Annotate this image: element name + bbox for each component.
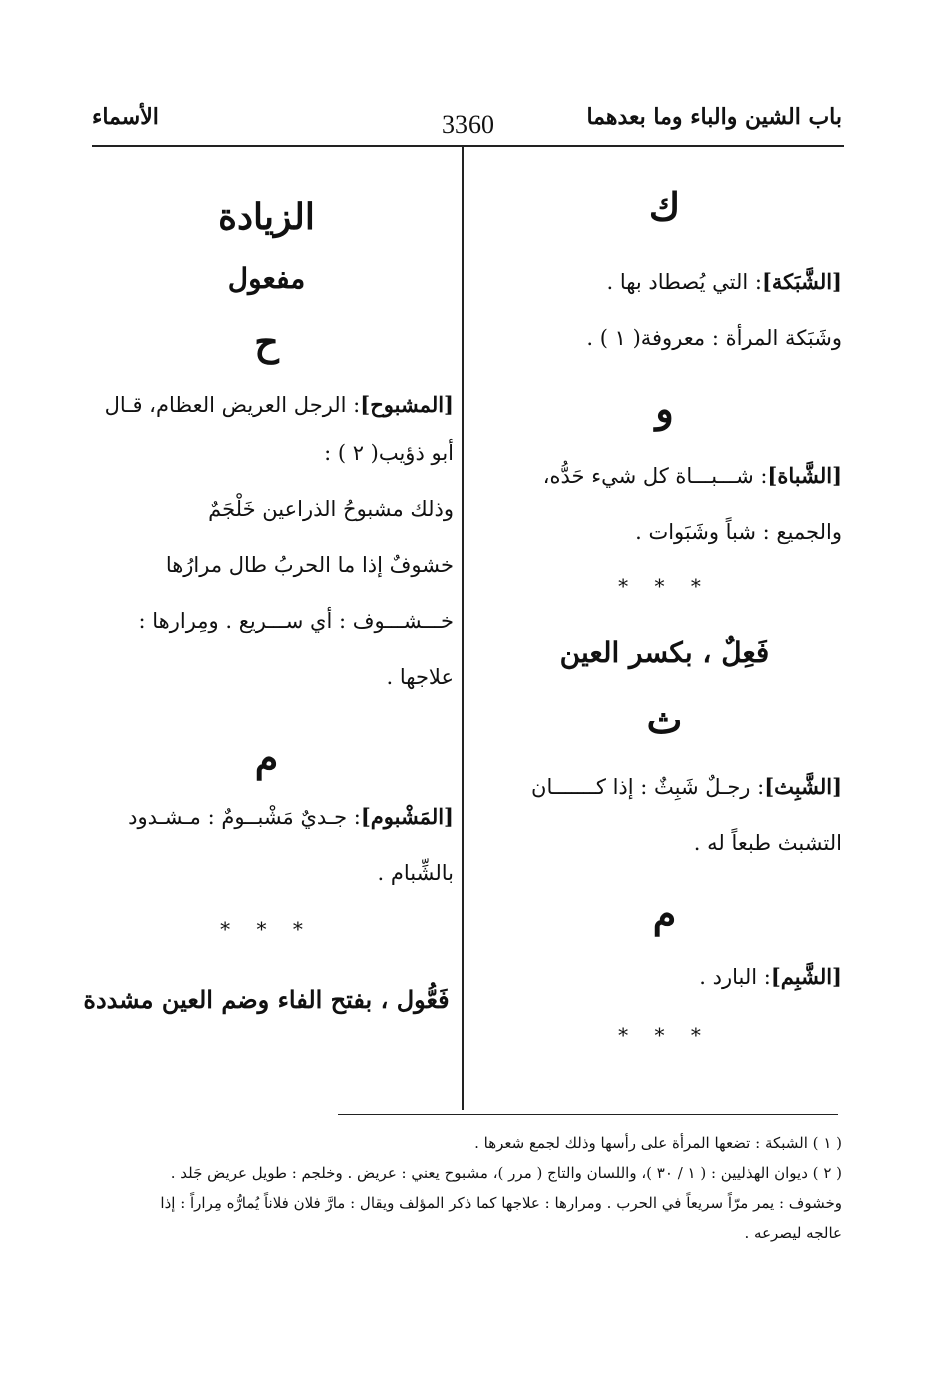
heading-fail: فَعِلٌ ، بكسر العين bbox=[559, 636, 770, 669]
letter-kaf: ك bbox=[648, 184, 681, 229]
entry-mashbum-cont: بالشِّبام . bbox=[377, 861, 454, 885]
entry-term: [الشَّبِم] bbox=[770, 964, 842, 989]
poem-verse-1: وذلك مشبوحُ الذراعين خَلْجَمٌ bbox=[208, 497, 454, 521]
entry-term: [المشبوح] bbox=[360, 392, 454, 417]
footnote-rule bbox=[338, 1114, 838, 1115]
letter-mim: م bbox=[254, 735, 279, 780]
entry-definition: : البارد . bbox=[699, 965, 771, 989]
footnote-2: ( ٢ ) ديوان الهذليين : ( ١ / ٣٠ )، واللسان والتاج ( مرر )، مشبوح يعني : عريض . وخلجم : طويل عريض جَلد . bbox=[170, 1164, 842, 1182]
entry-mashbuh-cont: أبو ذؤيب( ٢ ) : bbox=[324, 441, 454, 465]
entry-definition: : الرجل العريض العظام، قـال bbox=[104, 393, 361, 417]
entry-shabaka-marah: وشَبَكة المرأة : معروفة( ١ ) . bbox=[586, 326, 842, 350]
entry-definition: : جـديٌ مَشْبــومٌ : مـشـدود bbox=[128, 805, 361, 829]
footnote-1: ( ١ ) الشبكة : تضعها المرأة على رأسها وذلك لجمع شعرها . bbox=[474, 1134, 842, 1152]
header-rule bbox=[92, 145, 844, 147]
left-column bbox=[79, 168, 454, 1014]
separator-stars: * * * bbox=[220, 917, 313, 941]
heading-fauul: فَعُّول ، بفتح الفاء وضم العين مشددة bbox=[83, 985, 450, 1014]
footnote-2-cont: وخشوف : يمر مرّاً سريعاً في الحرب . ومرارها : علاجها كما ذكر المؤلف ويقال : مارَّ فلان فلاناً يُمارُّه مِراراً : إذا bbox=[160, 1194, 842, 1212]
entry-shabat-cont: والجميع : شباً وشَبَوات . bbox=[635, 520, 842, 544]
entry-khashuf-cont: علاجها . bbox=[386, 665, 454, 689]
section-heading-ziyada: الزيادة bbox=[218, 196, 315, 238]
entry-definition: : التي يُصطاد بها . bbox=[606, 270, 762, 294]
separator-stars: * * * bbox=[618, 1023, 711, 1047]
right-column bbox=[487, 168, 842, 1047]
entry-shabith-cont: التشبث طبعاً له . bbox=[693, 831, 842, 855]
letter-mim: م bbox=[652, 891, 677, 936]
entry-shabaka bbox=[487, 254, 842, 310]
entry-mashbuh bbox=[79, 377, 454, 433]
page-number: 3360 bbox=[442, 110, 494, 139]
column-divider bbox=[462, 147, 464, 1110]
entry-term: [المَشْبوم] bbox=[360, 804, 454, 829]
entry-shabat bbox=[487, 448, 842, 504]
chapter-title: باب الشين والباء وما بعدهما bbox=[586, 104, 842, 130]
entry-definition: : رجـلٌ شَبِثٌ : إذا كـــــــان bbox=[531, 775, 765, 799]
section-title: الأسماء bbox=[92, 104, 159, 130]
poem-verse-2: خشوفٌ إذا ما الحربُ طال مرارُها bbox=[165, 553, 454, 577]
entry-khashuf: خـــشـــوف : أي ســـريع . ومِرارها : bbox=[138, 609, 454, 633]
entry-mashbum bbox=[79, 789, 454, 845]
entry-term: [الشَّبِث] bbox=[764, 774, 842, 799]
subheading-mafool: مفعول bbox=[227, 262, 306, 295]
entry-definition: : شـــبـــاة كل شيء حَدُّه، bbox=[542, 464, 768, 488]
entry-shabith bbox=[487, 759, 842, 815]
letter-waw: و bbox=[655, 386, 674, 431]
footnotes bbox=[92, 1128, 842, 1248]
entry-shabim bbox=[487, 949, 842, 1005]
letter-tha: ث bbox=[646, 697, 683, 742]
entry-term: [الشَّبَكة] bbox=[761, 269, 842, 294]
separator-stars: * * * bbox=[618, 574, 711, 598]
letter-ha: ح bbox=[254, 319, 279, 364]
entry-term: [الشَّباة] bbox=[767, 463, 842, 488]
footnote-2-end: عالجه ليصرعه . bbox=[744, 1224, 842, 1242]
